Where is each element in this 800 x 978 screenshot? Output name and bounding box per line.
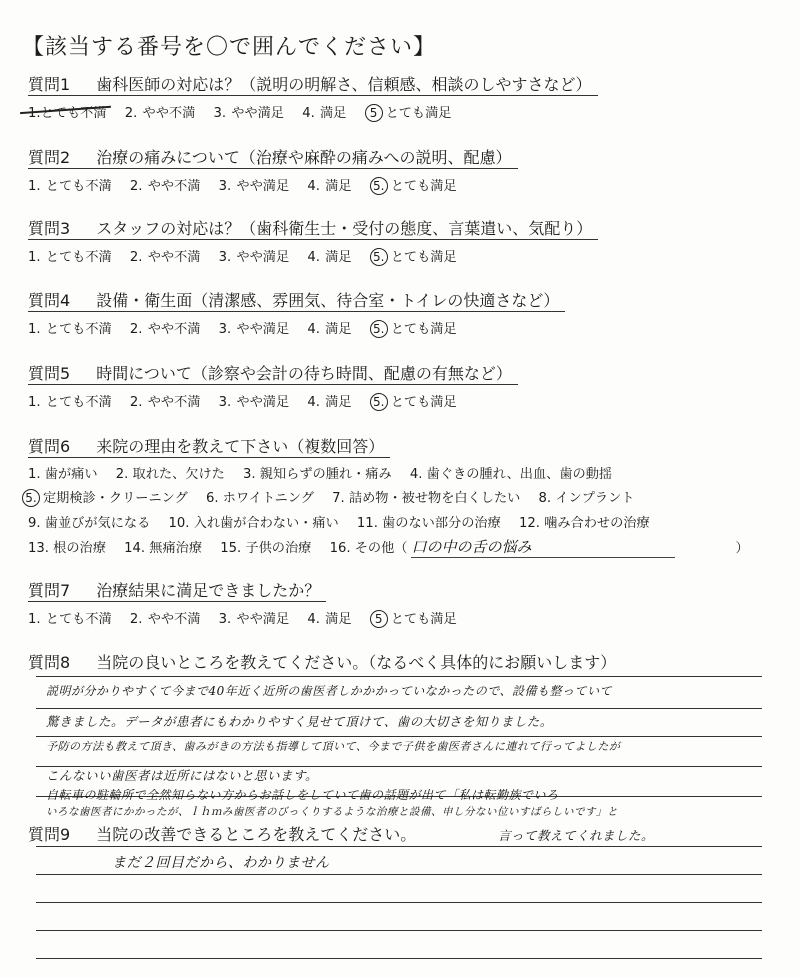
reason-option[interactable]: 2. 取れた、欠けた (115, 467, 225, 482)
question-2 (28, 145, 518, 195)
option-5-selected[interactable]: 5. とても満足 (370, 391, 457, 411)
handwritten-line: 予防の方法も教えて頂き、歯みがきの方法も指導して頂いて、今まで子供を歯医者さんに連れて行ってよしたが (46, 740, 621, 753)
answer-rule (36, 736, 762, 737)
question-2-options (28, 175, 518, 195)
option-1[interactable]: 1. とても不満 (28, 250, 112, 265)
question-7-options (28, 608, 470, 628)
question-3-heading: 質問3 スタッフの対応は？（歯科衛生士・受付の態度、言葉遣い、気配り） (28, 216, 598, 240)
option-3[interactable]: 3. やや満足 (218, 612, 290, 627)
answer-rule (36, 676, 762, 677)
reason-option[interactable]: 12. 噛み合わせの治療 (518, 516, 650, 531)
handwritten-line: こんないい歯医者は近所にはないと思います。 (46, 768, 319, 783)
question-5-heading: 質問5 時間について（診察や会計の待ち時間、配慮の有無など） (28, 361, 518, 385)
option-5-selected[interactable]: 5 とても満足 (370, 608, 457, 628)
option-2[interactable]: 2. やや不満 (129, 250, 201, 265)
question-4 (28, 288, 565, 338)
reason-option[interactable]: 6. ホワイトニング (206, 491, 314, 506)
option-2[interactable]: 2. やや不満 (129, 612, 201, 627)
option-5-selected[interactable]: 5 とても満足 (365, 102, 452, 122)
handwritten-line: 自転車の駐輪所で全然知らない方からお話しをしていて歯の話題が出て「私は転勤族でいろ (46, 788, 559, 802)
reason-option[interactable]: 9. 歯並びが気になる (28, 516, 151, 531)
option-4[interactable]: 4. 満足 (307, 322, 352, 337)
question-1-heading (28, 72, 598, 96)
reason-option[interactable]: 11. 歯のない部分の治療 (356, 516, 501, 531)
option-4[interactable]: 4. 満足 (307, 395, 352, 410)
handwritten-line: 説明が分かりやすくて今まで40年近く近所の歯医者しかかかっていなかったので、設備も整っていて (46, 684, 613, 698)
handwritten-line: いろな歯医者にかかったが、ｌｈｍみ歯医者のびっくりするような治療と設備、申し分ない位いすばらしいです」と (46, 806, 618, 818)
answer-rule (36, 902, 762, 903)
question-3 (28, 216, 598, 266)
option-4[interactable]: 4. 満足 (307, 250, 352, 265)
question-5 (28, 361, 518, 411)
reason-option[interactable]: 13. 根の治療 (28, 541, 106, 556)
reason-row-2 (22, 487, 749, 507)
question-9-heading: 質問9 当院の改善できるところを教えてください。 (28, 825, 417, 844)
reason-option-selected[interactable]: 5. 定期検診・クリーニング (22, 491, 188, 506)
question-4-heading: 質問4 設備・衛生面（清潔感、雰囲気、待合室・トイレの快適さなど） (28, 288, 565, 312)
option-1[interactable]: 1. とても不満 (28, 322, 112, 337)
circled-number: 5 (365, 104, 383, 122)
answer-rule (36, 930, 762, 931)
reason-option-other[interactable]: 16. その他（ (329, 541, 408, 556)
answer-rule (36, 846, 762, 847)
question-1 (28, 72, 598, 122)
question-9-answer: まだ２回目だから、わかりません (112, 855, 330, 871)
question-4-options (28, 318, 565, 338)
question-2-heading: 質問2 治療の痛みについて（治療や麻酔の痛みへの説明、配慮） (28, 145, 518, 169)
option-1[interactable]: 1. とても不満 (28, 179, 112, 194)
question-8-heading: 質問8 当院の良いところを教えてください。（なるべく具体的にお願いします） (28, 653, 617, 672)
option-3[interactable]: 3. やや満足 (218, 395, 290, 410)
reason-row-1 (28, 463, 749, 482)
question-6-heading: 質問6 来院の理由を教えて下さい（複数回答） (28, 434, 390, 458)
reason-option[interactable]: 15. 子供の治療 (220, 541, 312, 556)
option-3[interactable]: 3. やや満足 (213, 106, 284, 121)
reason-option[interactable]: 4. 歯ぐきの腫れ、出血、歯の動揺 (409, 467, 613, 482)
reason-option[interactable]: 3. 親知らずの腫れ・痛み (243, 467, 392, 482)
option-1-struck[interactable]: 1.とても不満 (28, 102, 107, 121)
option-2[interactable]: 2. やや不満 (129, 322, 201, 337)
reason-option[interactable]: 1. 歯が痛い (28, 467, 98, 482)
reason-option[interactable]: 8. インプラント (538, 491, 635, 506)
question-label: 質問1 (28, 75, 71, 94)
handwritten-line: 言って教えてくれました。 (498, 828, 655, 843)
option-2[interactable]: 2. やや不満 (129, 395, 201, 410)
question-text: 歯科医師の対応は？（説明の明解さ、信頼感、相談のしやすさなど） (96, 75, 592, 94)
option-5-selected[interactable]: 5. とても満足 (370, 246, 457, 266)
answer-rule (36, 874, 762, 875)
page-title: 【該当する番号を〇で囲んでください】 (22, 35, 437, 60)
reason-option[interactable]: 14. 無痛治療 (124, 541, 203, 556)
question-9 (28, 822, 416, 845)
question-1-options (28, 102, 598, 122)
question-7-heading: 質問7 治療結果に満足できましたか？ (28, 578, 326, 602)
option-5-selected[interactable]: 5. とても満足 (370, 318, 457, 338)
answer-rule (36, 958, 762, 959)
handwritten-line: 驚きました。データが患者にもわかりやすく見せて頂けて、歯の大切さを知りました。 (46, 714, 553, 729)
option-5-selected[interactable]: 5. とても満足 (370, 175, 457, 195)
question-3-options (28, 246, 598, 266)
option-4[interactable]: 4. 満足 (307, 179, 352, 194)
reason-row-4: 13. 根の治療 14. 無痛治療 15. 子供の治療 16. その他（ 口の中の舌の悩み ） (28, 538, 749, 556)
option-4[interactable]: 4. 満足 (307, 612, 352, 627)
option-3[interactable]: 3. やや満足 (218, 250, 290, 265)
option-1[interactable]: 1. とても不満 (28, 395, 112, 410)
option-3[interactable]: 3. やや満足 (218, 179, 290, 194)
answer-rule (36, 708, 762, 709)
option-2[interactable]: 2. やや不満 (129, 179, 201, 194)
reason-row-3 (28, 512, 749, 531)
option-2[interactable]: 2. やや不満 (124, 106, 196, 121)
other-answer-text: 口の中の舌の悩み (411, 538, 532, 556)
option-1[interactable]: 1. とても不満 (28, 612, 112, 627)
option-3[interactable]: 3. やや満足 (218, 322, 290, 337)
option-4[interactable]: 4. 満足 (302, 106, 347, 121)
reason-option[interactable]: 7. 詰め物・被せ物を白くしたい (332, 491, 521, 506)
reason-option[interactable]: 10. 入れ歯が合わない・痛い (168, 516, 339, 531)
question-7 (28, 578, 470, 628)
question-5-options (28, 391, 518, 411)
question-8 (28, 650, 616, 673)
question-6 (25, 434, 749, 558)
other-answer-field[interactable] (411, 536, 675, 558)
